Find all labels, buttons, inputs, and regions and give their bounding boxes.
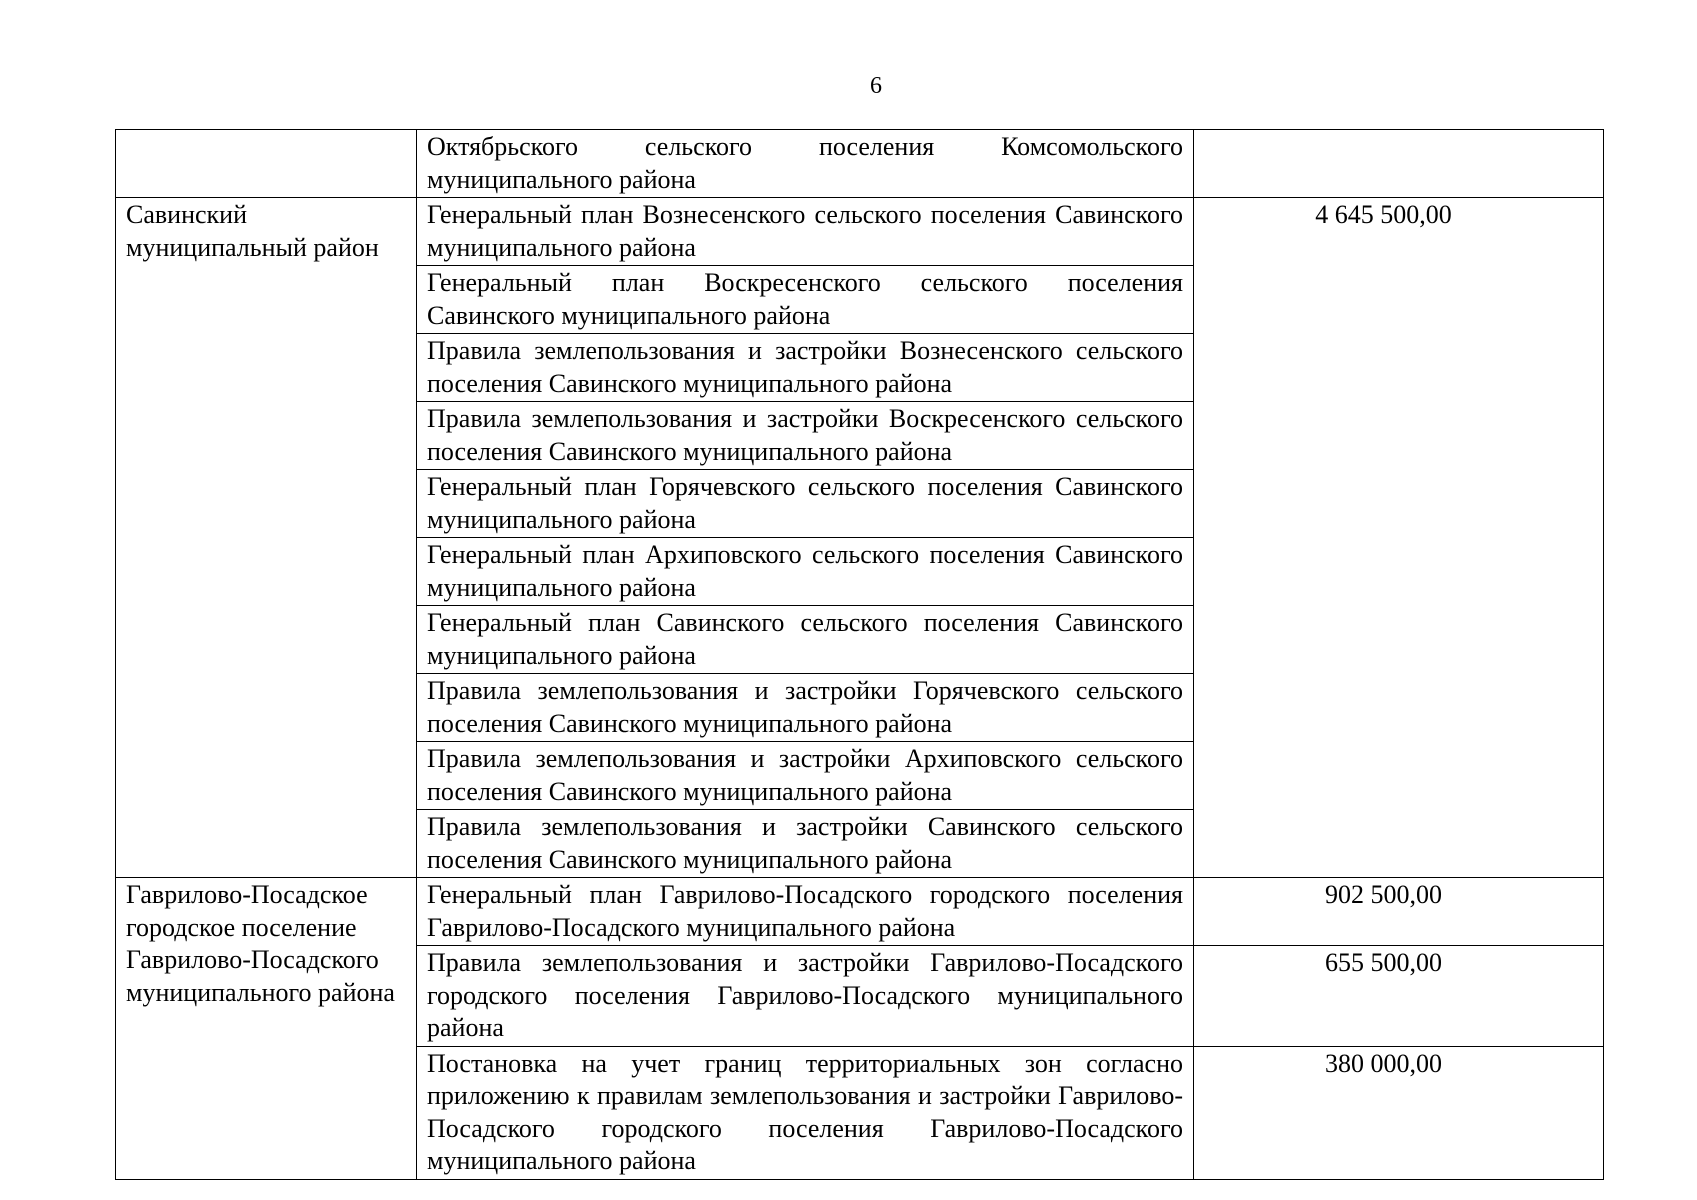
document-cell: Правила землепользования и застройки Архиповского сельского поселения Савинского муниципального района xyxy=(417,742,1194,810)
table-row xyxy=(116,198,1604,266)
document-cell: Генеральный план Архиповского сельского поселения Савинского муниципального района xyxy=(417,538,1194,606)
district-cell: Гаврилово-Посадское городское поселение Гаврилово-Посадского муниципального района xyxy=(116,878,417,1180)
document-cell: Октябрьского сельского поселения Комсомольского муниципального района xyxy=(417,130,1194,198)
amount-cell: 380 000,00 xyxy=(1194,1046,1604,1179)
document-cell: Правила землепользования и застройки Горячевского сельского поселения Савинского муниципального района xyxy=(417,674,1194,742)
document-cell: Постановка на учет границ территориальных зон согласно приложению к правилам землепользования и застройки Гаврилово-Посадского городского поселения Гаврилово-Посадского муниципального района xyxy=(417,1046,1194,1179)
budget-table xyxy=(115,129,1604,1180)
document-cell: Правила землепользования и застройки Савинского сельского поселения Савинского муниципального района xyxy=(417,810,1194,878)
document-cell: Правила землепользования и застройки Гаврилово-Посадского городского поселения Гаврилово-Посадского муниципального района xyxy=(417,946,1194,1047)
amount-cell: 4 645 500,00 xyxy=(1194,198,1604,878)
district-cell: Савинский муниципальный район xyxy=(116,198,417,878)
table-row xyxy=(116,130,1604,198)
document-cell: Генеральный план Горячевского сельского поселения Савинского муниципального района xyxy=(417,470,1194,538)
document-cell: Правила землепользования и застройки Вознесенского сельского поселения Савинского муниципального района xyxy=(417,334,1194,402)
page-number: 6 xyxy=(870,73,882,99)
table-row xyxy=(116,878,1604,946)
amount-cell: 902 500,00 xyxy=(1194,878,1604,946)
document-cell: Генеральный план Вознесенского сельского поселения Савинского муниципального района xyxy=(417,198,1194,266)
amount-cell xyxy=(1194,130,1604,198)
document-cell: Генеральный план Воскресенского сельского поселения Савинского муниципального района xyxy=(417,266,1194,334)
document-cell: Правила землепользования и застройки Воскресенского сельского поселения Савинского муниципального района xyxy=(417,402,1194,470)
document-cell: Генеральный план Гаврилово-Посадского городского поселения Гаврилово-Посадского муниципального района xyxy=(417,878,1194,946)
amount-cell: 655 500,00 xyxy=(1194,946,1604,1047)
document-cell: Генеральный план Савинского сельского поселения Савинского муниципального района xyxy=(417,606,1194,674)
district-cell xyxy=(116,130,417,198)
